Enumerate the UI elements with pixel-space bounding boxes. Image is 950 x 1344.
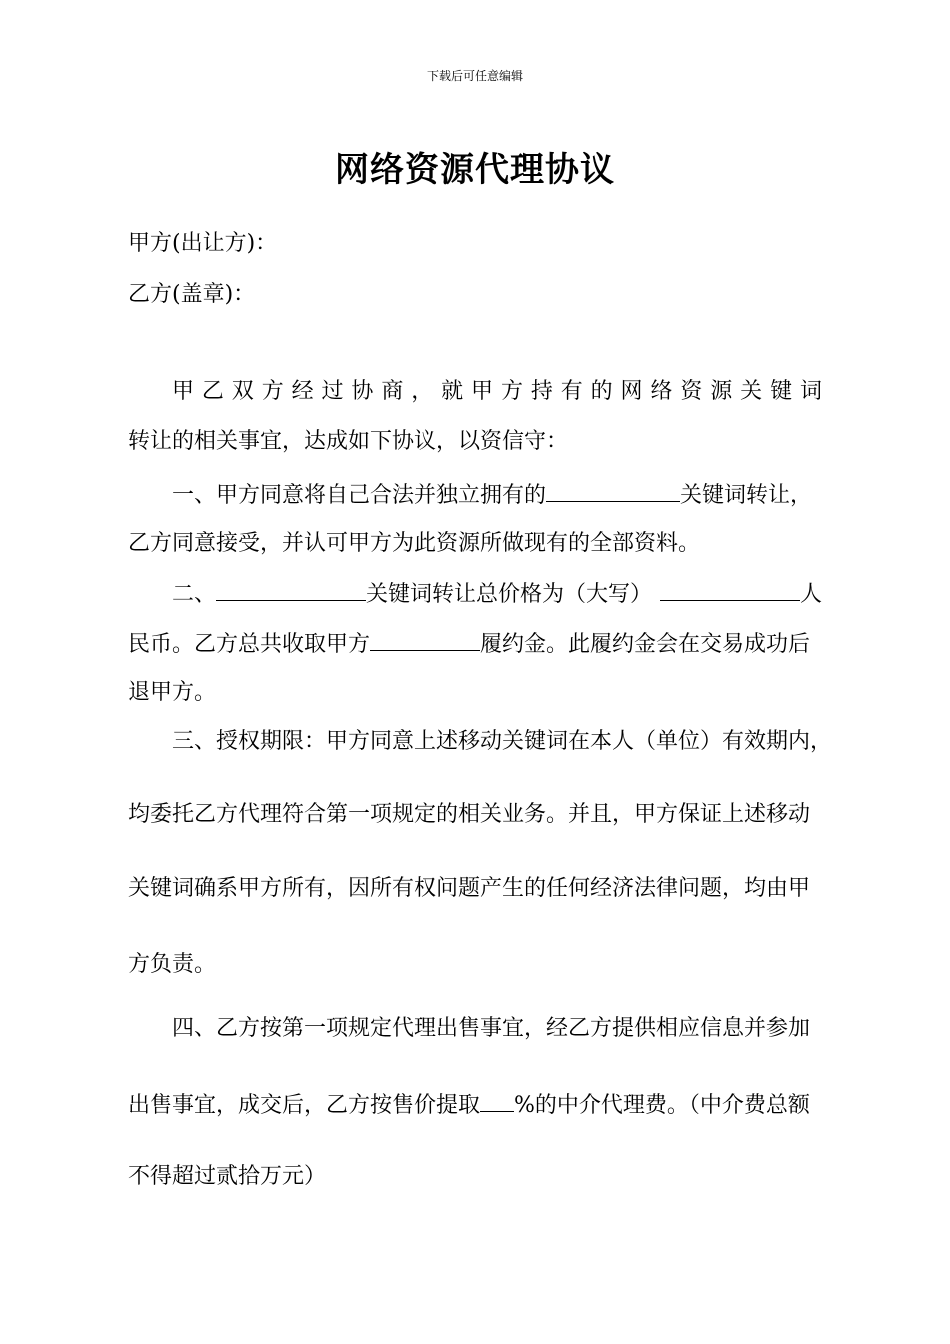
commission-percent-blank[interactable] (480, 1089, 514, 1112)
clause-4-line-2-before: 出售事宜，成交后，乙方按售价提取 (128, 1093, 481, 1118)
clause-2-line-2-after: 履约金。此履约金会在交易成功后 (480, 632, 811, 657)
clause-2-suffix: 人 (800, 582, 823, 607)
party-b-label: 乙方(盖章)： (128, 282, 256, 307)
clause-3-line-2: 均委托乙方代理符合第一项规定的相关业务。并且，甲方保证上述移动 (128, 802, 811, 827)
clause-3-line-1: 三、授权期限：甲方同意上述移动关键词在本人（单位）有效期内， (172, 729, 833, 754)
clause-2-line-2-before: 民币。乙方总共收取甲方 (128, 632, 371, 657)
total-price-blank[interactable] (660, 578, 800, 601)
intro-line-2: 转让的相关事宜，达成如下协议，以资信守： (128, 429, 569, 454)
party-a-label: 甲方(出让方)： (128, 231, 278, 256)
clause-4-line-3: 不得超过贰拾万元） (128, 1164, 327, 1189)
clause-2-line-1 (172, 578, 822, 610)
clause-2-line-2 (128, 628, 810, 660)
intro-line-1: 甲乙双方经过协商，就甲方持有的网络资源关键词 (172, 379, 822, 404)
document-title: 网络资源代理协议 (335, 150, 615, 190)
clause-1-line-1 (172, 479, 812, 511)
clause-4-line-2 (128, 1089, 810, 1121)
deposit-blank[interactable] (370, 628, 480, 651)
header-note: 下载后可任意编辑 (426, 69, 523, 83)
clause-3-line-3: 关键词确系甲方所有，因所有权问题产生的任何经济法律问题，均由甲 (128, 876, 811, 901)
clause-1-line-2: 乙方同意接受，并认可甲方为此资源所做现有的全部资料。 (128, 531, 701, 556)
keyword-blank[interactable] (546, 479, 680, 502)
clause-4-line-2-after: %的中介代理费。（中介费总额 (514, 1093, 810, 1118)
clause-2-line-3: 退甲方。 (128, 680, 217, 705)
clause-1-text-after: 关键词转让， (680, 483, 813, 508)
clause-2-prefix: 二、 (172, 582, 217, 607)
clause-4-line-1: 四、乙方按第一项规定代理出售事宜，经乙方提供相应信息并参加 (172, 1016, 811, 1041)
clause-1-text-before: 一、甲方同意将自己合法并独立拥有的 (172, 483, 547, 508)
clause-2-mid: 关键词转让总价格为（大写） (366, 582, 653, 607)
clause-3-line-4: 方负责。 (128, 952, 217, 977)
keyword-name-blank[interactable] (216, 578, 366, 601)
